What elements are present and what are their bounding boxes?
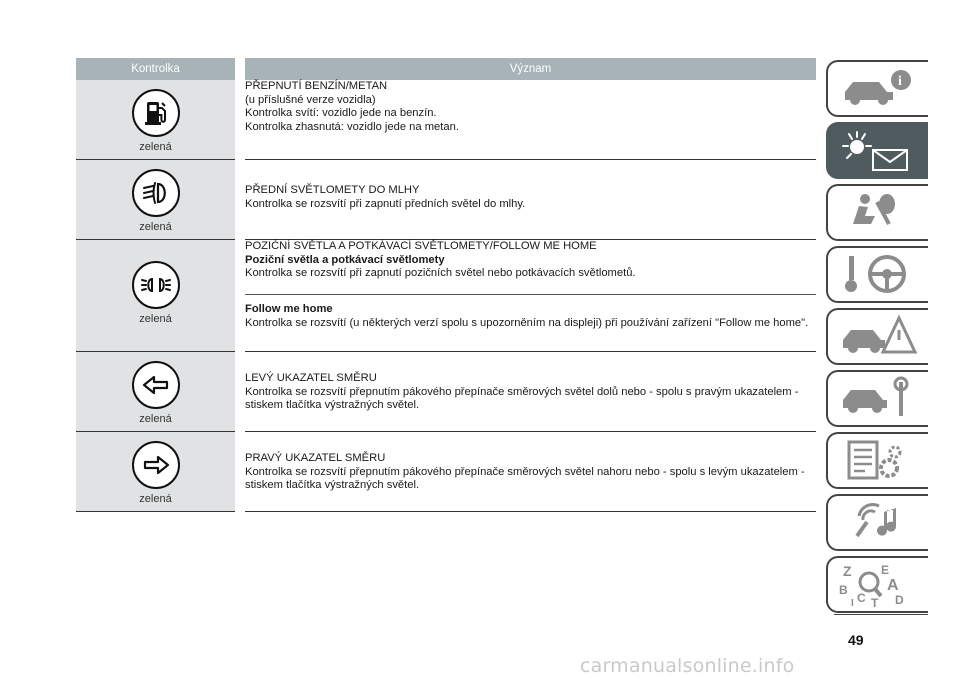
index-letter: Z [843, 562, 852, 579]
table-row [76, 240, 816, 295]
page-number: 49 [848, 632, 864, 648]
tab-technical-data[interactable] [826, 432, 928, 489]
icon-cell [76, 240, 240, 352]
row-text: Kontrolka se rozsvítí při zapnutí předních světel do mlhy. [245, 197, 526, 210]
description-cell [240, 432, 816, 512]
table-row [76, 160, 816, 240]
tab-index[interactable] [826, 556, 928, 613]
multimedia-icon [835, 500, 921, 546]
icon-cell [76, 80, 240, 160]
description-cell [240, 352, 816, 432]
tab-safety[interactable] [826, 184, 928, 241]
index-letter: B [839, 582, 848, 597]
watermark: carmanualsonline.info [580, 655, 795, 677]
icon-cell [76, 352, 240, 432]
car-breakdown-icon [835, 314, 921, 360]
color-label: zelená [139, 221, 172, 233]
description-cell [240, 160, 816, 240]
subheading: Poziční světla a potkávací světlomety [245, 253, 445, 266]
row-text: Kontrolka se rozsvítí při zapnutí pozičních světel nebo potkávacích světlometů. [245, 267, 636, 280]
index-letter: I [851, 597, 854, 608]
index-letter: E [881, 562, 890, 577]
row-title: PRAVÝ UKAZATEL SMĚRU [245, 452, 386, 464]
warning-light-message-icon [835, 128, 921, 174]
position-lights-icon [132, 261, 180, 309]
table-header-row [76, 58, 816, 80]
description-cell [240, 80, 816, 160]
color-label: zelená [139, 493, 172, 505]
tab-car-info[interactable] [826, 60, 928, 117]
table-row [76, 352, 816, 432]
key-steering-wheel-icon [835, 252, 921, 298]
row-title: POZIČNÍ SVĚTLA A POTKÁVACÍ SVĚTLOMETY/FOLLOW ME HOME [245, 240, 597, 252]
svg-text:i: i [898, 73, 902, 89]
row-text: (u příslušné verze vozidla) [245, 93, 376, 106]
sidebar-divider [834, 614, 928, 615]
right-arrow-icon [132, 441, 180, 489]
tab-starting-driving[interactable] [826, 246, 928, 303]
table-row [76, 80, 816, 160]
description-cell [240, 240, 816, 295]
row-text: Kontrolka svítí: vozidlo jede na benzín. [245, 107, 437, 120]
color-label: zelená [139, 312, 172, 325]
index-letter: A [887, 576, 899, 594]
technical-data-icon [835, 438, 921, 484]
header-kontrolka: Kontrolka [76, 58, 240, 80]
description-cell [240, 295, 816, 352]
row-text: Kontrolka se rozsvítí přepnutím pákového přepínače směrových světel dolů nebo - spolu s pravým ukazatelem - stiskem tlačítka výstražných světel. [245, 385, 799, 412]
icon-cell [76, 432, 240, 512]
row-title: PŘEPNUTÍ BENZÍN/METAN [245, 80, 388, 92]
car-maintenance-icon [835, 376, 921, 422]
index-letter: C [857, 590, 866, 605]
front-fog-lights-icon [132, 169, 180, 217]
index-letter: T [871, 595, 879, 608]
tab-maintenance[interactable] [826, 370, 928, 427]
color-label: zelená [139, 413, 172, 425]
tab-emergency[interactable] [826, 308, 928, 365]
row-title: LEVÝ UKAZATEL SMĚRU [245, 372, 377, 384]
left-arrow-icon [132, 361, 180, 409]
icon-cell [76, 160, 240, 240]
header-vyznam: Význam [240, 58, 816, 80]
row-title: PŘEDNÍ SVĚTLOMETY DO MLHY [245, 184, 420, 196]
subheading: Follow me home [245, 303, 333, 315]
alphabetical-index-icon [835, 562, 921, 608]
index-letter: D [895, 592, 904, 607]
car-info-icon [835, 66, 921, 112]
row-text: Kontrolka zhasnutá: vozidlo jede na metan. [245, 120, 459, 133]
tab-warning-lights[interactable] [826, 122, 928, 179]
tab-multimedia[interactable] [826, 494, 928, 551]
warning-lights-table [76, 58, 816, 512]
seat-airbag-icon [835, 190, 921, 236]
fuel-pump-icon [132, 89, 180, 137]
row-text: Kontrolka se rozsvítí (u některých verzí spolu s upozorněním na displeji) při používání zařízení "Follow me home". [245, 316, 809, 329]
row-text: Kontrolka se rozsvítí přepnutím pákového přepínače směrových světel nahoru nebo - spolu s levým ukazatelem - stiskem tlačítka výstražných světel. [245, 465, 805, 492]
table-row [76, 432, 816, 512]
color-label: zelená [139, 141, 172, 153]
